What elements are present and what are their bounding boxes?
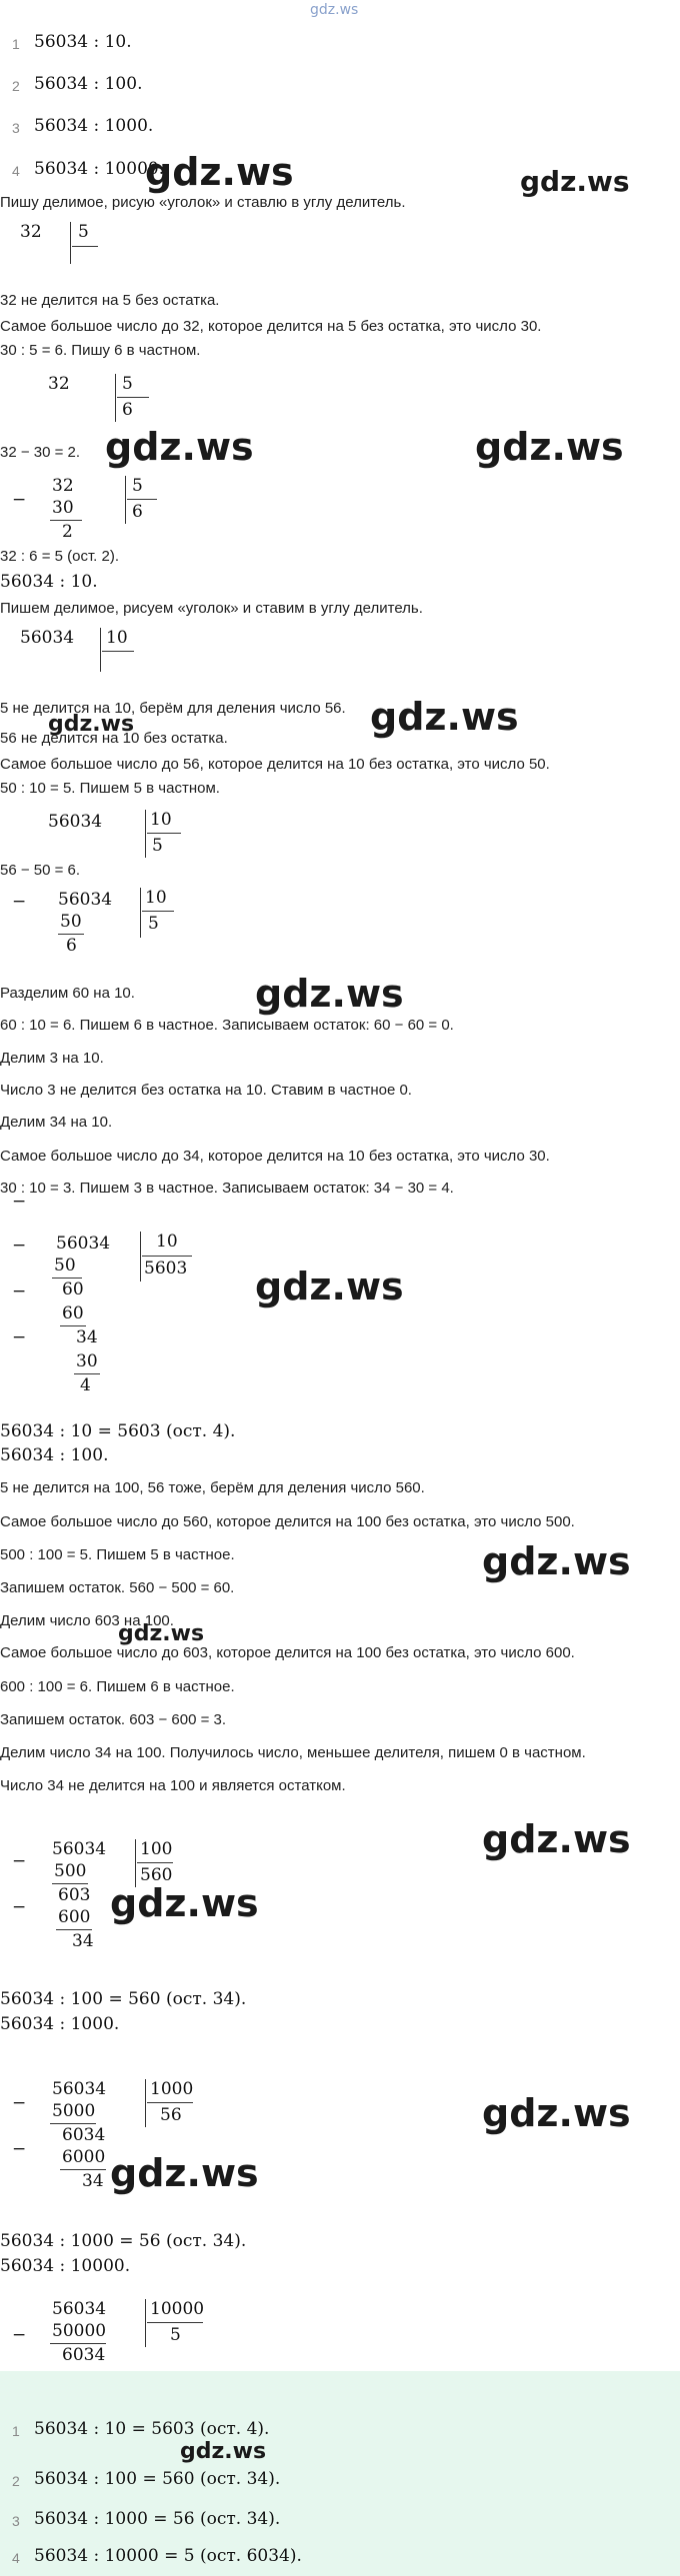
watermark: gdz.ws	[475, 425, 624, 469]
minus-sign: −	[12, 1236, 27, 1256]
divisor: 10	[150, 810, 172, 830]
minus-sign: −	[12, 2325, 27, 2345]
task-expression: 56034 : 1000.	[34, 116, 154, 136]
watermark: gdz.ws	[118, 1621, 205, 1646]
dividend: 32	[48, 374, 70, 394]
divisor: 5	[78, 222, 89, 242]
explanation-text: Пишем делимое, рисуем «уголок» и ставим в углу делитель.	[0, 600, 423, 617]
explanation-text: 60 : 10 = 6. Пишем 6 в частное. Записываем остаток: 60 − 60 = 0.	[0, 1017, 454, 1034]
quotient: 5	[148, 914, 159, 934]
watermark: gdz.ws	[110, 1881, 259, 1925]
dividend: 56034	[52, 2079, 107, 2099]
result-line: 56034 : 10 = 5603 (ост. 4).	[0, 1421, 236, 1441]
explanation-text: 30 : 10 = 3. Пишем 3 в частное. Записываем остаток: 34 − 30 = 4.	[0, 1180, 454, 1197]
explanation-text: 56 − 50 = 6.	[0, 862, 81, 879]
explanation-text: Запишем остаток. 560 − 500 = 60.	[0, 1579, 235, 1596]
watermark: gdz.ws	[48, 712, 135, 737]
divisor: 5	[122, 374, 133, 394]
partial-remainder: 60	[62, 1280, 84, 1299]
quotient: 5603	[144, 1259, 188, 1279]
answer-text: 56034 : 100 = 560 (ост. 34).	[34, 2469, 281, 2489]
subtrahend: 5000	[52, 2101, 96, 2121]
minus-sign: −	[12, 1897, 27, 1917]
subtrahend: 50000	[52, 2321, 107, 2341]
task-expression: 56034 : 100.	[34, 74, 143, 94]
section-title: 56034 : 100.	[0, 1445, 109, 1465]
quotient: 5	[152, 836, 163, 856]
divisor: 5	[132, 476, 143, 496]
answer-number: 4	[12, 2550, 20, 2566]
explanation-text: 50 : 10 = 5. Пишем 5 в частном.	[0, 780, 220, 797]
partial-remainder: 6034	[62, 2125, 106, 2145]
subtrahend: 500	[54, 1861, 87, 1881]
quotient: 560	[140, 1865, 173, 1885]
subtrahend: 600	[58, 1907, 91, 1927]
watermark: gdz.ws	[482, 1817, 631, 1861]
divisor: 10	[145, 888, 167, 908]
divisor: 100	[140, 1839, 173, 1859]
watermark: gdz.ws	[145, 150, 294, 194]
dividend: 32	[52, 476, 74, 496]
subtrahend: 6000	[62, 2147, 106, 2167]
task-expression: 56034 : 10.	[34, 32, 132, 52]
minus-sign: −	[12, 2093, 27, 2113]
remainder: 4	[80, 1375, 91, 1395]
watermark: gdz.ws	[370, 695, 519, 739]
subtrahend: 60	[62, 1303, 84, 1323]
minus-sign: −	[12, 892, 27, 912]
explanation-text: 500 : 100 = 5. Пишем 5 в частное.	[0, 1546, 235, 1563]
explanation-text: 32 не делится на 5 без остатка.	[0, 292, 220, 309]
minus-sign: −	[12, 2139, 27, 2159]
explanation-text: Самое большое число до 56, которое делится на 10 без остатка, это число 50.	[0, 756, 550, 773]
watermark: gdz.ws	[482, 2091, 631, 2135]
subtrahend: 50	[60, 912, 82, 932]
subtrahend: 50	[54, 1256, 76, 1276]
watermark: gdz.ws	[110, 2151, 259, 2195]
divisor: 10	[106, 628, 128, 648]
remainder: 34	[82, 2171, 104, 2191]
quotient: 56	[160, 2105, 182, 2125]
answer-number: 1	[12, 2423, 20, 2439]
answer-text: 56034 : 10000 = 5 (ост. 6034).	[34, 2546, 302, 2566]
task-expression: 56034 : 10000.	[34, 159, 165, 179]
dividend: 56034	[48, 812, 103, 832]
result-line: 56034 : 1000 = 56 (ост. 34).	[0, 2231, 247, 2251]
watermark-top: gdz.ws	[310, 2, 359, 18]
explanation-text: 56 не делится на 10 без остатка.	[0, 730, 228, 747]
explanation-text: Запишем остаток. 603 − 600 = 3.	[0, 1711, 227, 1728]
explanation-text: Самое большое число до 560, которое делится на 100 без остатка, это число 500.	[0, 1513, 575, 1530]
watermark: gdz.ws	[482, 1539, 631, 1583]
explanation-text: 30 : 5 = 6. Пишу 6 в частном.	[0, 342, 201, 359]
dividend: 56034	[52, 1839, 107, 1859]
divisor: 10	[156, 1232, 178, 1252]
dividend: 56034	[20, 628, 75, 648]
explanation-text: Делим число 34 на 100. Получилось число, меньшее делителя, пишем 0 в частном.	[0, 1744, 586, 1761]
section-title: 56034 : 1000.	[0, 2014, 120, 2034]
remainder: 2	[62, 522, 73, 542]
subtrahend: 30	[76, 1351, 98, 1371]
minus-sign: −	[12, 490, 27, 510]
remainder: 6	[66, 936, 77, 956]
remainder: 34	[72, 1931, 94, 1951]
answer-number: 2	[12, 2473, 20, 2489]
explanation-text: 32 : 6 = 5 (ост. 2).	[0, 548, 120, 565]
remainder: 6034	[62, 2345, 106, 2365]
minus-sign: −	[12, 1282, 27, 1301]
dividend: 56034	[56, 1234, 111, 1254]
explanation-text: Пишу делимое, рисую «уголок» и ставлю в углу делитель.	[0, 194, 406, 211]
task-number: 4	[12, 163, 20, 179]
watermark: gdz.ws	[105, 425, 254, 469]
quotient: 5	[170, 2325, 181, 2345]
section-title: 56034 : 10000.	[0, 2256, 131, 2276]
watermark: gdz.ws	[520, 165, 630, 198]
section-title: 56034 : 10.	[0, 572, 98, 592]
minus-sign: −	[12, 1851, 27, 1871]
quotient: 6	[122, 400, 133, 420]
watermark: gdz.ws	[255, 972, 404, 1016]
explanation-text: Число 3 не делится без остатка на 10. Ставим в частное 0.	[0, 1082, 412, 1099]
result-line: 56034 : 100 = 560 (ост. 34).	[0, 1989, 247, 2009]
dividend: 56034	[58, 890, 113, 910]
explanation-text: Делим число 603 на 100.	[0, 1612, 174, 1629]
partial-remainder: 603	[58, 1885, 91, 1905]
watermark: gdz.ws	[255, 1265, 404, 1308]
explanation-text: 32 − 30 = 2.	[0, 444, 81, 461]
explanation-text: 600 : 100 = 6. Пишем 6 в частное.	[0, 1678, 235, 1695]
explanation-text: Разделим 60 на 10.	[0, 985, 135, 1002]
task-number: 1	[12, 36, 20, 52]
explanation-text: Самое большое число до 34, которое делится на 10 без остатка, это число 30.	[0, 1148, 550, 1165]
minus-sign: −	[12, 1327, 27, 1347]
explanation-text: 5 не делится на 100, 56 тоже, берём для деления число 560.	[0, 1479, 425, 1496]
divisor: 10000	[150, 2299, 205, 2319]
partial-remainder: 34	[76, 1327, 98, 1347]
task-number: 3	[12, 120, 20, 136]
divisor: 1000	[150, 2079, 194, 2099]
quotient: 6	[132, 502, 143, 522]
explanation-text: Делим 3 на 10.	[0, 1050, 104, 1067]
minus-sign: −	[12, 1192, 27, 1212]
subtrahend: 30	[52, 498, 74, 518]
explanation-text: Самое большое число до 603, которое делится на 100 без остатка, это число 600.	[0, 1644, 575, 1661]
answer-number: 3	[12, 2513, 20, 2529]
explanation-text: Число 34 не делится на 100 и является остатком.	[0, 1777, 346, 1794]
explanation-text: Самое большое число до 32, которое делится на 5 без остатка, это число 30.	[0, 318, 542, 335]
answer-text: 56034 : 10 = 5603 (ост. 4).	[34, 2419, 270, 2439]
watermark: gdz.ws	[180, 2439, 267, 2464]
dividend: 56034	[52, 2299, 107, 2319]
explanation-text: Делим 34 на 10.	[0, 1114, 113, 1131]
dividend: 32	[20, 222, 42, 242]
answer-text: 56034 : 1000 = 56 (ост. 34).	[34, 2509, 281, 2529]
task-number: 2	[12, 78, 20, 94]
explanation-text: 5 не делится на 10, берём для деления число 56.	[0, 700, 346, 717]
